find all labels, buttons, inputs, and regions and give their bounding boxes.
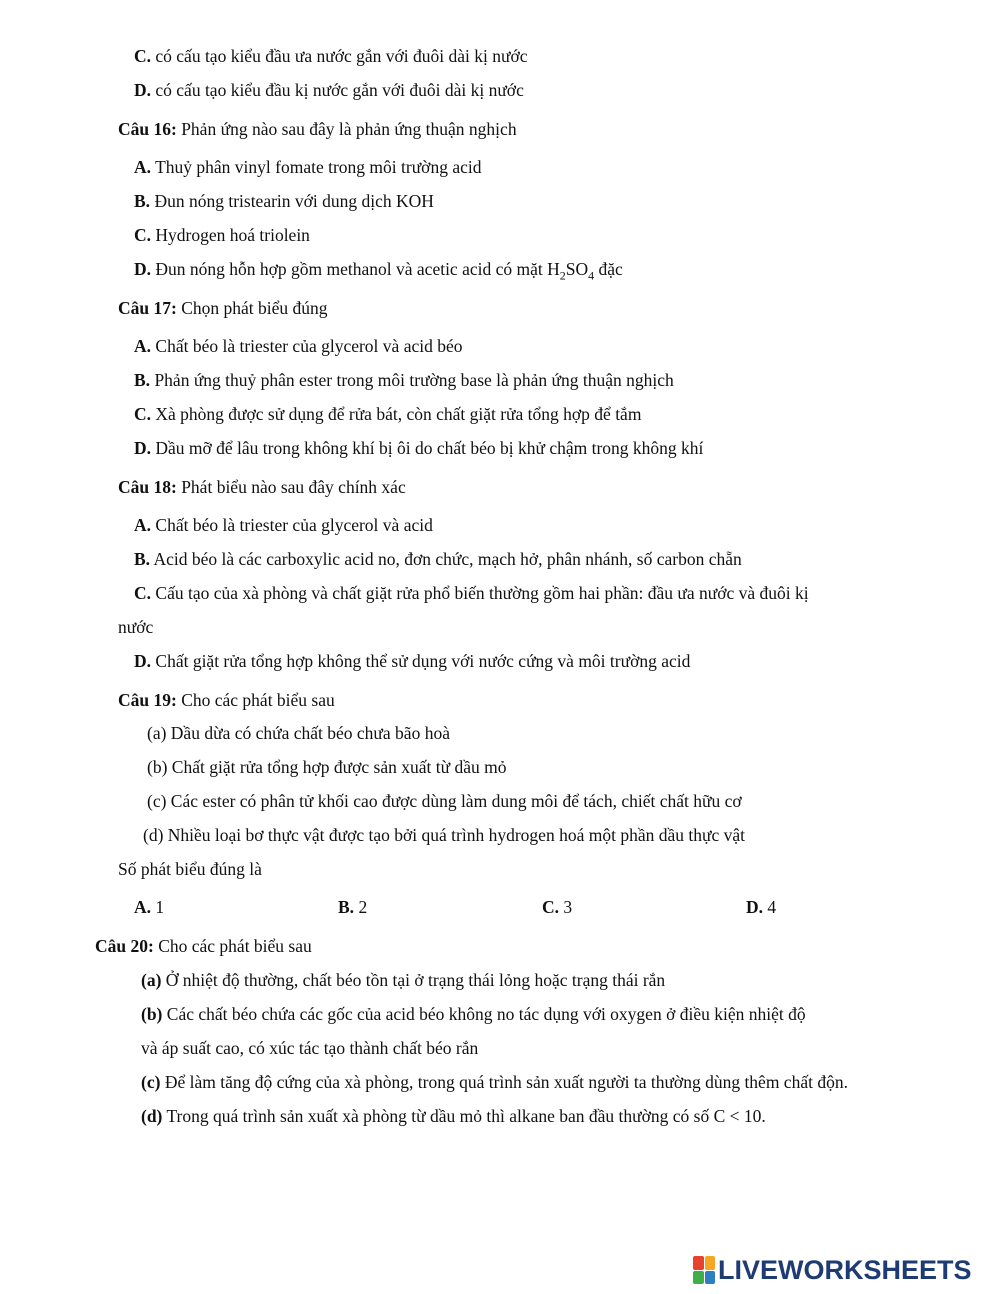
option-label: C. [542, 897, 560, 917]
statement-text: Để làm tăng độ cứng của xà phòng, trong quá trình sản xuất người ta thường dùng thêm chất độn. [164, 1072, 848, 1092]
statement-text: và áp suất cao, có xúc tác tạo thành chất béo rắn [141, 1038, 479, 1058]
question-label: Câu 20: [95, 936, 154, 956]
q17-option-a [134, 335, 462, 357]
option-label: A. [134, 157, 152, 177]
liveworksheets-logo [693, 1253, 972, 1287]
q17-option-c [134, 403, 641, 425]
question-label: Câu 17: [118, 298, 177, 318]
q16-option-a [134, 156, 481, 178]
q20-statement-b [141, 1003, 806, 1025]
option-label: D. [134, 259, 152, 279]
q19-statement-d [143, 824, 745, 846]
q16-stem [118, 118, 517, 140]
q18-option-c-continued [118, 616, 153, 638]
q18-option-a [134, 514, 433, 536]
option-label: B. [134, 549, 151, 569]
option-label: D. [134, 651, 152, 671]
option-text: Xà phòng được sử dụng để rửa bát, còn chất giặt rửa tổng hợp để tắm [155, 404, 642, 424]
q20-statement-a [141, 969, 665, 991]
q16-option-d [134, 258, 623, 287]
option-text: Đun nóng hỗn hợp gồm methanol và acetic acid có mặt H [155, 259, 560, 279]
statement-text: (b) Chất giặt rửa tổng hợp được sản xuất từ dầu mỏ [147, 757, 507, 777]
question-text: Cho các phát biểu sau [158, 936, 312, 956]
option-label: D. [746, 897, 764, 917]
question-label: Câu 19: [118, 690, 177, 710]
option-text: có cấu tạo kiểu đầu ưa nước gắn với đuôi dài kị nước [155, 46, 528, 66]
q15-option-c [134, 45, 527, 67]
q16-option-c [134, 224, 310, 246]
q18-option-c [134, 582, 809, 604]
option-text: có cấu tạo kiểu đầu kị nước gắn với đuôi dài kị nước [155, 80, 524, 100]
statement-text: Các chất béo chứa các gốc của acid béo không no tác dụng với oxygen ở điều kiện nhiệt độ [166, 1004, 806, 1024]
q19-stem [118, 689, 335, 711]
q17-option-b [134, 369, 674, 391]
statement-text: Ở nhiệt độ thường, chất béo tồn tại ở trạng thái lỏng hoặc trạng thái rắn [165, 970, 666, 990]
subscript: 4 [588, 268, 595, 283]
option-label: D. [134, 438, 152, 458]
question-text: Phát biểu nào sau đây chính xác [181, 477, 406, 497]
question-label: Câu 18: [118, 477, 177, 497]
option-text: 1 [155, 897, 165, 917]
option-label: C. [134, 583, 152, 603]
q15-option-d [134, 79, 524, 101]
q17-option-d [134, 437, 703, 459]
liveworksheets-mark-icon [693, 1256, 715, 1284]
q19-option-a [134, 896, 164, 918]
option-text: Phản ứng thuỷ phân ester trong môi trường base là phản ứng thuận nghịch [154, 370, 674, 390]
statement-text: Trong quá trình sản xuất xà phòng từ dầu mỏ thì alkane ban đầu thường có số C < 10. [166, 1106, 766, 1126]
option-text: 3 [563, 897, 573, 917]
option-text: Cấu tạo của xà phòng và chất giặt rửa phổ biến thường gồm hai phần: đầu ưa nước và đuôi kị [155, 583, 809, 603]
option-label: D. [134, 80, 152, 100]
question-label: Câu 16: [118, 119, 177, 139]
q18-option-b [134, 548, 742, 570]
option-label: B. [134, 370, 151, 390]
option-text: Chất béo là triester của glycerol và acid [155, 515, 433, 535]
q18-option-d [134, 650, 690, 672]
q20-statement-b-continued [141, 1037, 478, 1059]
subscript: 2 [559, 268, 566, 283]
q20-stem [95, 935, 312, 957]
question-text: Cho các phát biểu sau [181, 690, 335, 710]
q20-statement-d [141, 1105, 766, 1127]
option-text: Dầu mỡ để lâu trong không khí bị ôi do chất béo bị khử chậm trong không khí [155, 438, 704, 458]
q19-option-d [746, 896, 776, 918]
q18-stem [118, 476, 406, 498]
option-text: Đun nóng tristearin với dung dịch KOH [154, 191, 434, 211]
option-text: Thuỷ phân vinyl fomate trong môi trường acid [155, 157, 482, 177]
q19-statement-b [147, 756, 506, 778]
option-label: C. [134, 225, 152, 245]
summary-text: Số phát biểu đúng là [118, 859, 262, 879]
option-text: Hydrogen hoá triolein [155, 225, 310, 245]
option-label: C. [134, 404, 152, 424]
option-text: 2 [358, 897, 368, 917]
statement-label: (d) [141, 1106, 163, 1126]
question-text: Chọn phát biểu đúng [181, 298, 328, 318]
statement-label: (c) [141, 1072, 161, 1092]
statement-label: (a) [141, 970, 162, 990]
option-label: C. [134, 46, 152, 66]
mark-block-e [705, 1271, 716, 1285]
statement-text: (a) Dầu dừa có chứa chất béo chưa bão hoà [147, 723, 450, 743]
q17-stem [118, 297, 328, 319]
q20-statement-c [141, 1071, 848, 1093]
option-text: Chất béo là triester của glycerol và acid béo [155, 336, 463, 356]
statement-text: (d) Nhiều loại bơ thực vật được tạo bởi quá trình hydrogen hoá một phần dầu thực vật [143, 825, 745, 845]
option-text: nước [118, 617, 154, 637]
statement-text: (c) Các ester có phân tử khối cao được dùng làm dung môi để tách, chiết chất hữu cơ [147, 791, 742, 811]
q19-option-b [338, 896, 367, 918]
q19-statement-c [147, 790, 742, 812]
option-label: B. [134, 191, 151, 211]
option-label: A. [134, 897, 152, 917]
q16-option-b [134, 190, 434, 212]
option-text: Acid béo là các carboxylic acid no, đơn chức, mạch hở, phân nhánh, số carbon chẵn [153, 549, 742, 569]
statement-label: (b) [141, 1004, 163, 1024]
option-label: A. [134, 515, 152, 535]
mark-block-i [705, 1256, 716, 1270]
option-label: A. [134, 336, 152, 356]
mark-block-v [693, 1271, 704, 1285]
option-text: 4 [767, 897, 777, 917]
mark-block-l [693, 1256, 704, 1270]
option-text: Chất giặt rửa tổng hợp không thể sử dụng với nước cứng và môi trường acid [155, 651, 691, 671]
question-text: Phản ứng nào sau đây là phản ứng thuận nghịch [181, 119, 517, 139]
q19-option-c [542, 896, 572, 918]
q19-summary [118, 858, 262, 880]
formula-part: SO [565, 259, 589, 279]
option-label: B. [338, 897, 355, 917]
q19-statement-a [147, 722, 450, 744]
logo-text: LIVEWORKSHEETS [718, 1254, 972, 1285]
option-text-tail: đặc [598, 259, 623, 279]
